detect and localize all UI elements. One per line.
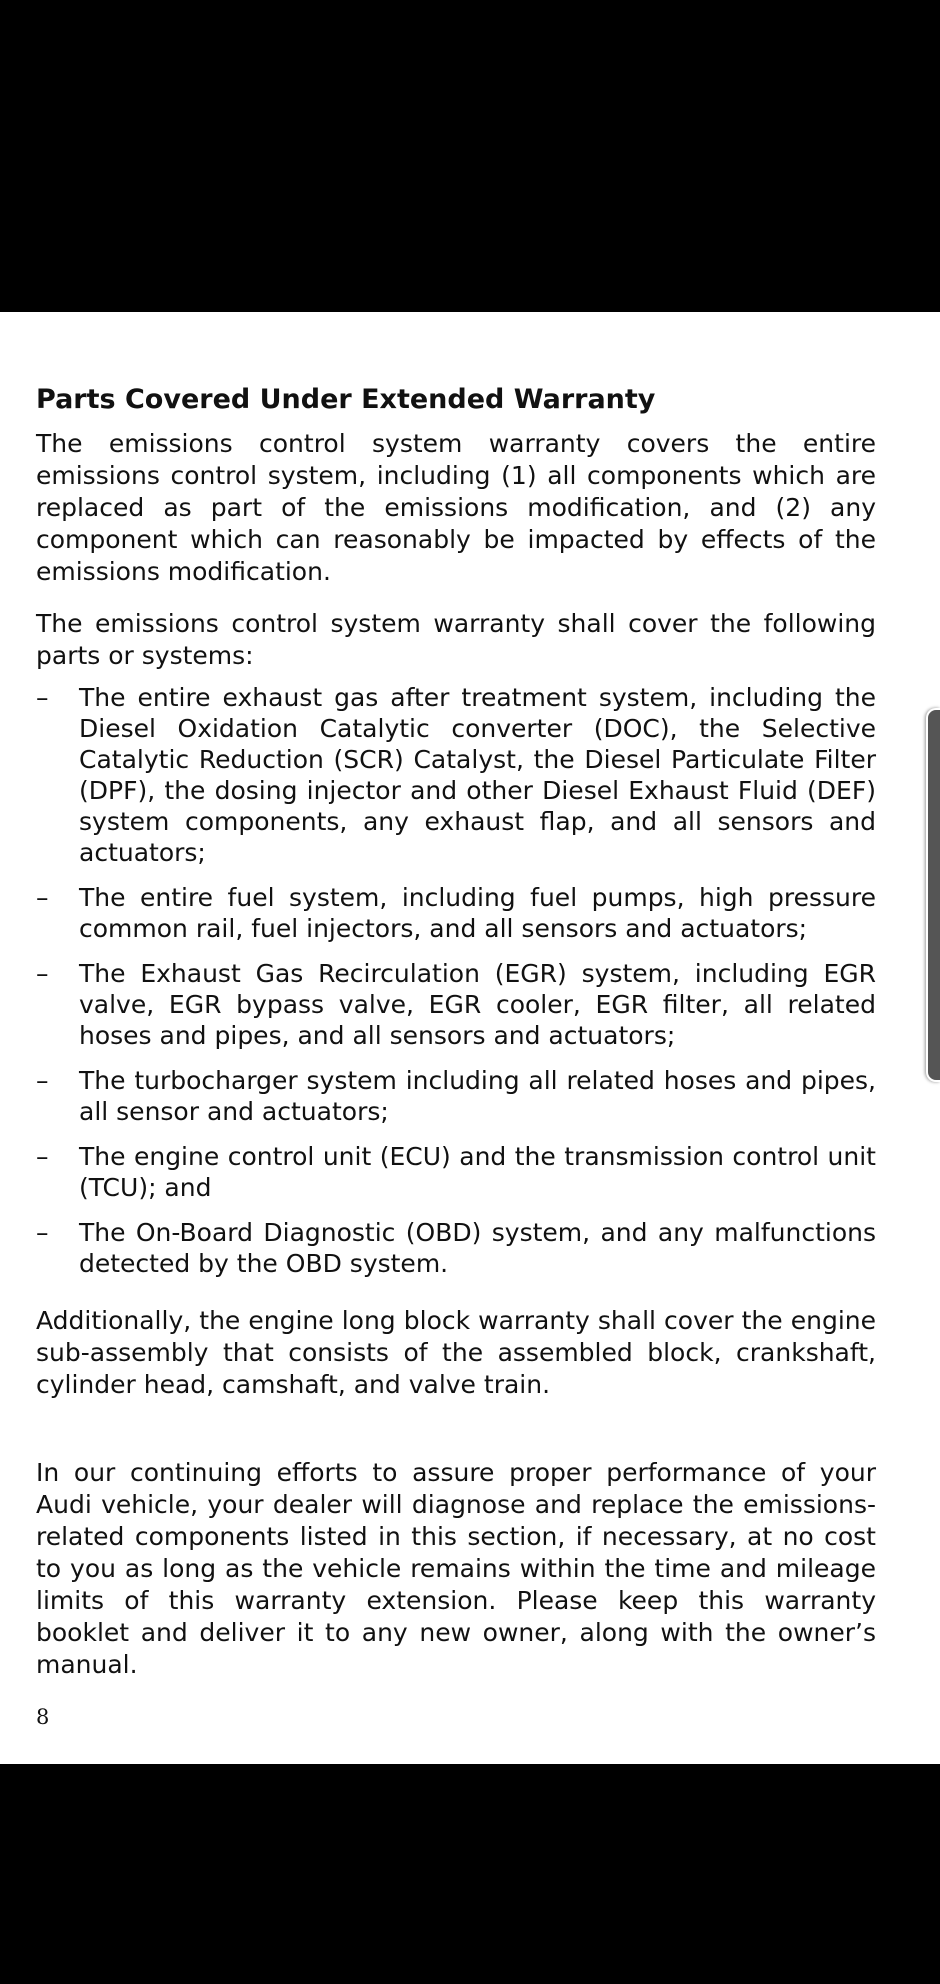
dash-bullet: – (36, 959, 49, 988)
list-item-text: The Exhaust Gas Recirculation (EGR) system, including EGR valve, EGR bypass valve, EGR cooler, EGR filter, all related hoses and pipes, and all sensors and actuators; (79, 959, 876, 1050)
section-heading: Parts Covered Under Extended Warranty (36, 384, 656, 415)
list-item-text: The entire exhaust gas after treatment system, including the Diesel Oxidation Catalytic converter (DOC), the Selective Catalytic Reduction (SCR) Catalyst, the Diesel Particulate Filter (DPF), the dosing injector and other Diesel Exhaust Fluid (DEF) system components, any exhaust flap, and all sensors and actuators; (79, 683, 876, 867)
covered-parts-list (36, 682, 876, 1279)
list-item (36, 958, 876, 1051)
list-item-text: The entire fuel system, including fuel pumps, high pressure common rail, fuel injectors, and all sensors and actuators; (79, 883, 876, 943)
scroll-handle[interactable] (926, 708, 940, 1082)
dash-bullet: – (36, 1142, 49, 1171)
dash-bullet: – (36, 1066, 49, 1095)
dash-bullet: – (36, 883, 49, 912)
list-item (36, 1217, 876, 1279)
list-item-text: The turbocharger system including all related hoses and pipes, all sensor and actuators; (79, 1066, 876, 1126)
list-item (36, 682, 876, 868)
closing-paragraph: In our continuing efforts to assure proper performance of your Audi vehicle, your dealer will diagnose and replace the emissions-related components listed in this section, if necessary, at no cost to you as long as the vehicle remains within the time and mileage limits of this warranty extension. Please keep this warranty booklet and deliver it to any new owner, along with the owner’s manual. (36, 1458, 876, 1679)
list-item-text: The engine control unit (ECU) and the transmission control unit (TCU); and (79, 1142, 876, 1202)
dash-bullet: – (36, 683, 49, 712)
document-page (0, 312, 940, 1764)
dash-bullet: – (36, 1218, 49, 1247)
list-item (36, 882, 876, 944)
list-item (36, 1141, 876, 1203)
additional-paragraph: Additionally, the engine long block warranty shall cover the engine sub-assembly that consists of the assembled block, crankshaft, cylinder head, camshaft, and valve train. (36, 1306, 876, 1399)
page-number: 8 (36, 1705, 50, 1729)
intro-paragraph: The emissions control system warranty covers the entire emissions control system, including (1) all components which are replaced as part of the emissions modification, and (2) any component which can reasonably be impacted by effects of the emissions modification. (36, 429, 876, 586)
list-item-text: The On-Board Diagnostic (OBD) system, and any malfunctions detected by the OBD system. (79, 1218, 876, 1278)
list-item (36, 1065, 876, 1127)
list-intro-paragraph: The emissions control system warranty shall cover the following parts or systems: (36, 609, 876, 670)
